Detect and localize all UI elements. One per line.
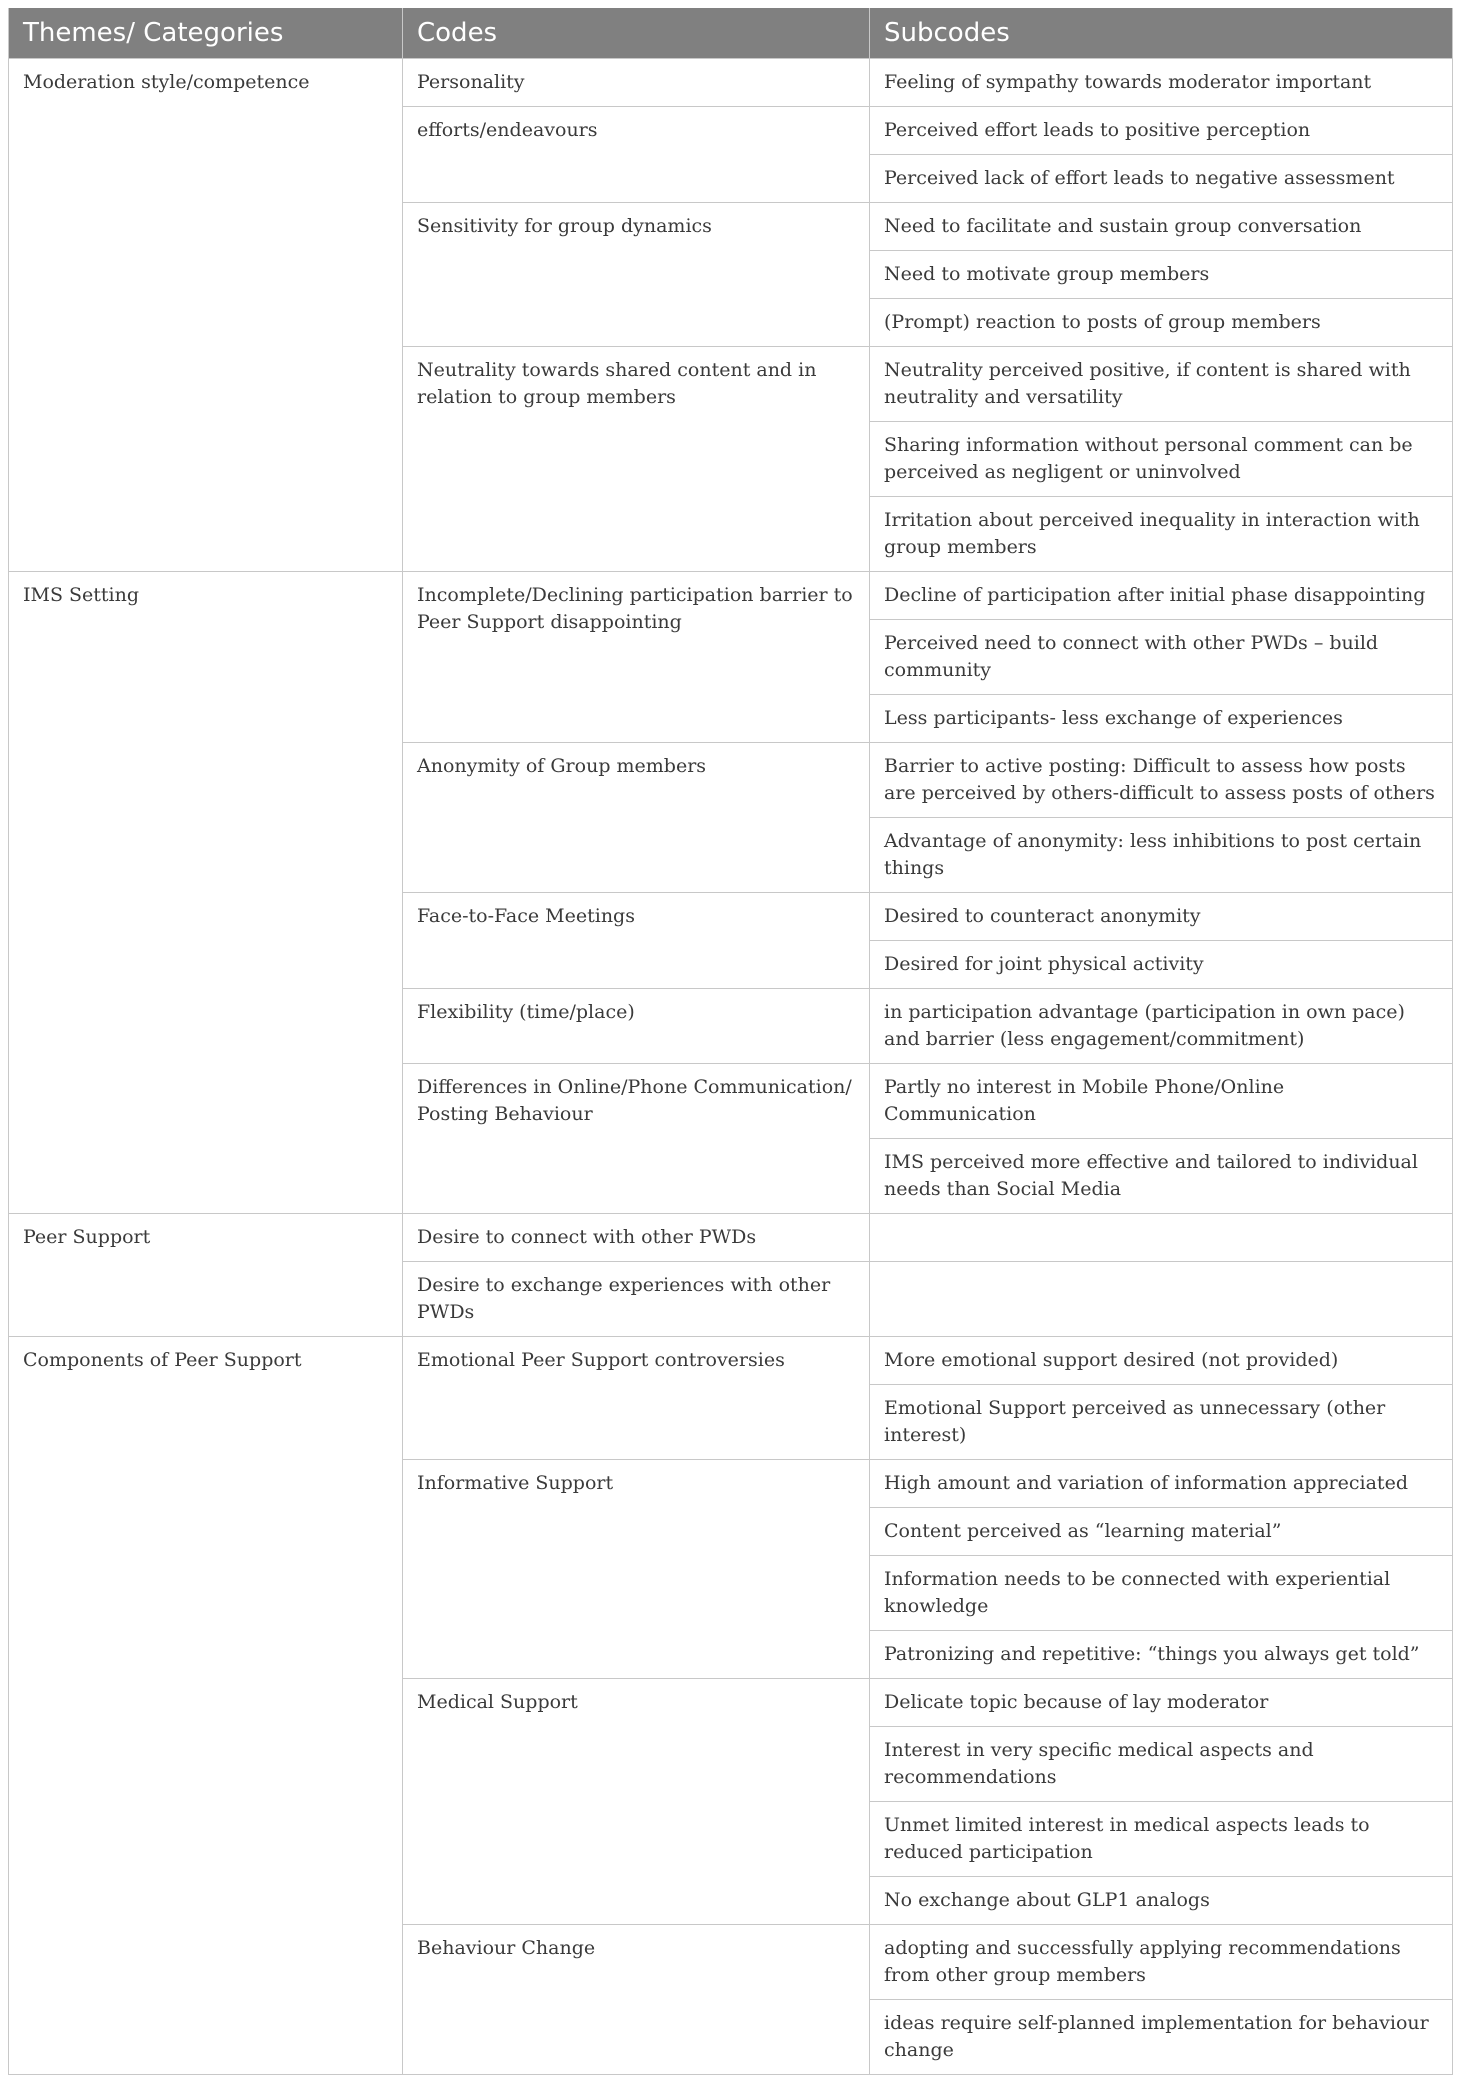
subcode-cell	[870, 1262, 1453, 1337]
subcode-cell: Need to motivate group members	[870, 251, 1453, 299]
table-body	[9, 59, 1453, 2075]
subcode-cell: No exchange about GLP1 analogs	[870, 1877, 1453, 1925]
subcode-cell: Need to facilitate and sustain group conversation	[870, 203, 1453, 251]
themes-codes-table	[8, 8, 1453, 2075]
header-themes: Themes/ Categories	[9, 8, 403, 59]
subcode-cell: Perceived need to connect with other PWDs – build community	[870, 620, 1453, 695]
subcode-cell: Desired for joint physical activity	[870, 941, 1453, 989]
subcode-cell: IMS perceived more effective and tailored to individual needs than Social Media	[870, 1139, 1453, 1214]
subcode-cell: Neutrality perceived positive, if content is shared with neutrality and versatility	[870, 347, 1453, 422]
themes-table-container	[8, 8, 1452, 2075]
header-subcodes: Subcodes	[870, 8, 1453, 59]
subcode-cell: More emotional support desired (not provided)	[870, 1337, 1453, 1385]
subcode-cell: Information needs to be connected with experiential knowledge	[870, 1556, 1453, 1631]
code-cell: Incomplete/Declining participation barrier to Peer Support disappointing	[403, 572, 870, 743]
subcode-cell: Feeling of sympathy towards moderator important	[870, 59, 1453, 107]
theme-cell: Peer Support	[9, 1214, 403, 1337]
subcode-cell	[870, 1214, 1453, 1262]
subcode-cell: Unmet limited interest in medical aspects leads to reduced participation	[870, 1802, 1453, 1877]
subcode-cell: Perceived lack of effort leads to negative assessment	[870, 155, 1453, 203]
code-cell: Flexibility (time/place)	[403, 989, 870, 1064]
table-row	[9, 59, 1453, 107]
code-cell: Behaviour Change	[403, 1925, 870, 2075]
code-cell: Medical Support	[403, 1679, 870, 1925]
table-header	[9, 8, 1453, 59]
code-cell: Differences in Online/Phone Communication/ Posting Behaviour	[403, 1064, 870, 1214]
subcode-cell: Barrier to active posting: Difficult to assess how posts are perceived by others-difficult to assess posts of others	[870, 743, 1453, 818]
subcode-cell: Advantage of anonymity: less inhibitions to post certain things	[870, 818, 1453, 893]
subcode-cell: Content perceived as “learning material”	[870, 1508, 1453, 1556]
code-cell: Anonymity of Group members	[403, 743, 870, 893]
subcode-cell: Irritation about perceived inequality in interaction with group members	[870, 497, 1453, 572]
subcode-cell: Partly no interest in Mobile Phone/Online Communication	[870, 1064, 1453, 1139]
table-row	[9, 572, 1453, 620]
theme-cell: Components of Peer Support	[9, 1337, 403, 2075]
subcode-cell: (Prompt) reaction to posts of group members	[870, 299, 1453, 347]
subcode-cell: Delicate topic because of lay moderator	[870, 1679, 1453, 1727]
subcode-cell: High amount and variation of information appreciated	[870, 1460, 1453, 1508]
code-cell: Informative Support	[403, 1460, 870, 1679]
code-cell: Desire to connect with other PWDs	[403, 1214, 870, 1262]
code-cell: Face-to-Face Meetings	[403, 893, 870, 989]
subcode-cell: Sharing information without personal comment can be perceived as negligent or uninvolved	[870, 422, 1453, 497]
subcode-cell: Emotional Support perceived as unnecessary (other interest)	[870, 1385, 1453, 1460]
subcode-cell: in participation advantage (participation in own pace) and barrier (less engagement/commitment)	[870, 989, 1453, 1064]
subcode-cell: ideas require self-planned implementation for behaviour change	[870, 2000, 1453, 2075]
theme-cell: Moderation style/competence	[9, 59, 403, 572]
code-cell: Desire to exchange experiences with other PWDs	[403, 1262, 870, 1337]
subcode-cell: Desired to counteract anonymity	[870, 893, 1453, 941]
header-codes: Codes	[403, 8, 870, 59]
subcode-cell: Less participants- less exchange of experiences	[870, 695, 1453, 743]
code-cell: efforts/endeavours	[403, 107, 870, 203]
code-cell: Neutrality towards shared content and in relation to group members	[403, 347, 870, 572]
subcode-cell: Perceived effort leads to positive perception	[870, 107, 1453, 155]
theme-cell: IMS Setting	[9, 572, 403, 1214]
subcode-cell: Interest in very specific medical aspects and recommendations	[870, 1727, 1453, 1802]
code-cell: Personality	[403, 59, 870, 107]
header-row	[9, 8, 1453, 59]
subcode-cell: adopting and successfully applying recommendations from other group members	[870, 1925, 1453, 2000]
code-cell: Emotional Peer Support controversies	[403, 1337, 870, 1460]
subcode-cell: Patronizing and repetitive: “things you always get told”	[870, 1631, 1453, 1679]
code-cell: Sensitivity for group dynamics	[403, 203, 870, 347]
table-row	[9, 1214, 1453, 1262]
table-row	[9, 1337, 1453, 1385]
subcode-cell: Decline of participation after initial phase disappointing	[870, 572, 1453, 620]
